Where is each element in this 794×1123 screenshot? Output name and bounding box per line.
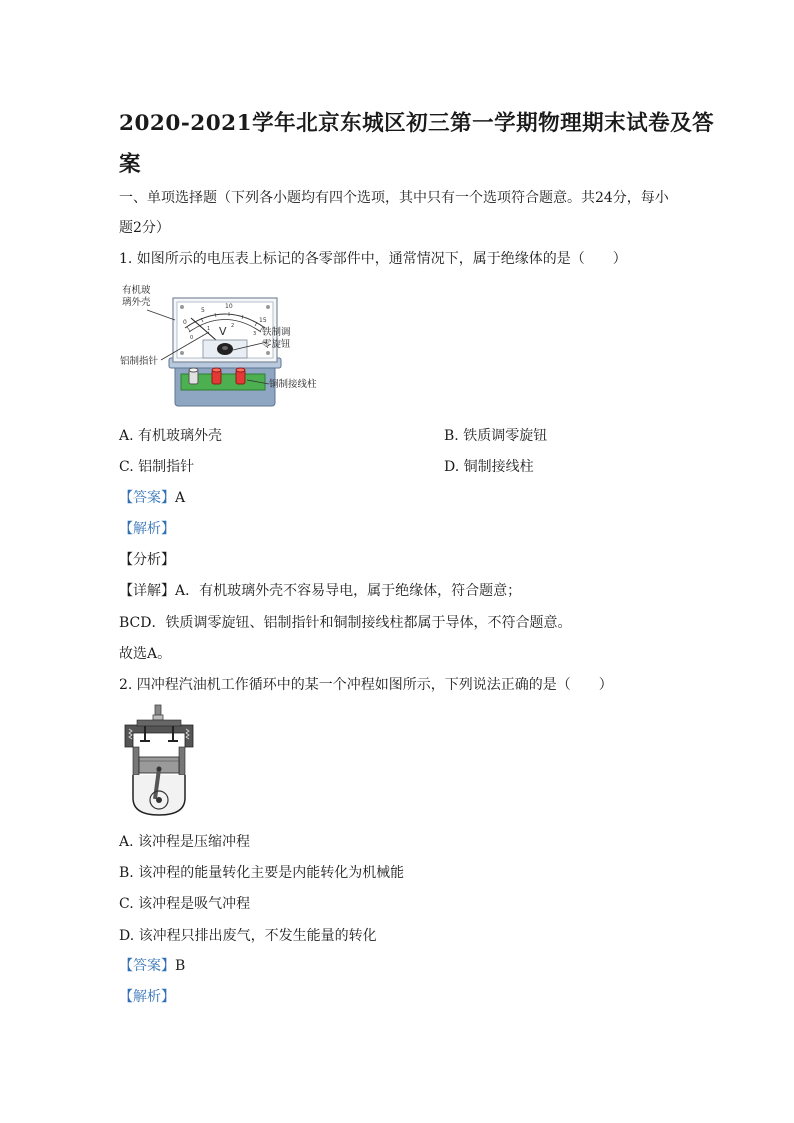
- q1-option-b: B. 铁质调零旋钮: [444, 428, 548, 444]
- q1-answer: [119, 487, 185, 507]
- q2-answer-tag: 【答案】: [119, 958, 175, 974]
- q1-detail-text-1: A．有机玻璃外壳不容易导电，属于绝缘体，符合题意；: [175, 583, 522, 599]
- label-glass-line2: 璃外壳: [122, 297, 151, 308]
- scale-top-0: 0: [183, 319, 187, 326]
- unit-v-label: V: [219, 325, 227, 338]
- q2-option-d: D. 该冲程只排出废气，不发生能量的转化: [119, 928, 377, 944]
- q1-option-d: D. 铜制接线柱: [444, 459, 534, 475]
- q1-analysis-tag: 【解析】: [119, 521, 175, 537]
- scale-bottom-1: 1: [207, 326, 211, 332]
- q2-answer-value: B: [175, 958, 186, 974]
- q1-answer-tag: 【答案】: [119, 490, 175, 506]
- scale-top-15: 15: [259, 317, 267, 324]
- q2-answer: [119, 955, 185, 975]
- scale-bottom-0: 0: [190, 335, 194, 341]
- scale-bottom-2: 2: [231, 323, 235, 329]
- q1-option-c: C. 铝制指针: [119, 459, 195, 475]
- q1-detail-line2: BCD．铁质调零旋钮、铝制指针和铜制接线柱都属于导体，不符合题意。: [119, 615, 572, 631]
- scale-top-5: 5: [201, 307, 205, 314]
- label-iron-line1: 铁制调: [262, 327, 291, 338]
- label-terminal: 铜制接线柱: [269, 379, 317, 390]
- q1-fenxi: 【分析】: [119, 552, 175, 568]
- q2-option-c: C. 该冲程是吸气冲程: [119, 896, 251, 912]
- q1-option-a: A. 有机玻璃外壳: [119, 428, 223, 444]
- q2-option-a: A. 该冲程是压缩冲程: [119, 834, 251, 850]
- q1-detail-line3: 故选A。: [119, 646, 172, 662]
- scale-bottom-3: 3: [253, 331, 257, 337]
- question-2-stem: 2. 四冲程汽油机工作循环中的某一个冲程如图所示，下列说法正确的是（ ）: [119, 677, 613, 693]
- label-pointer: 铝制指针: [120, 356, 159, 367]
- terminal-red-1: [212, 368, 221, 384]
- q1-answer-value: A: [175, 490, 186, 506]
- scale-top-10: 10: [225, 303, 233, 310]
- label-iron-line2: 零旋钮: [262, 339, 291, 350]
- page-title-line1: 2020-2021学年北京东城区初三第一学期物理期末试卷及答: [119, 111, 715, 136]
- terminal-black: [189, 368, 198, 384]
- page-title-line2: 案: [119, 152, 142, 177]
- section-heading-line2: 题2分）: [119, 220, 170, 236]
- q1-detail-line1: [119, 580, 521, 600]
- q2-option-b: B. 该冲程的能量转化主要是内能转化为机械能: [119, 865, 405, 881]
- q2-analysis-tag: 【解析】: [119, 989, 175, 1005]
- question-1-stem: 1. 如图所示的电压表上标记的各零部件中，通常情况下，属于绝缘体的是（ ）: [119, 251, 627, 267]
- engine-figure: [119, 703, 199, 818]
- voltmeter-figure: [119, 280, 339, 410]
- section-heading-line1: 一、单项选择题（下列各小题均有四个选项，其中只有一个选项符合题意。共24分，每小: [119, 190, 669, 206]
- q1-detail-tag: 【详解】: [119, 583, 175, 599]
- terminal-red-2: [236, 368, 245, 384]
- label-glass-line1: 有机玻: [122, 285, 151, 296]
